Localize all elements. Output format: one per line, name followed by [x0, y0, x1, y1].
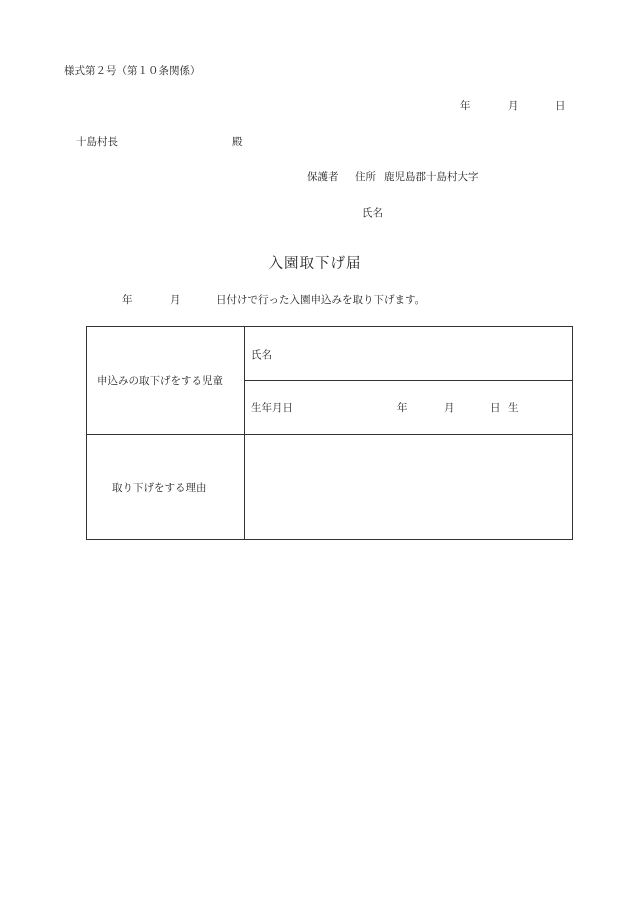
child-name-field: 氏名 — [251, 349, 272, 361]
document-title: 入園取下げ届 — [268, 256, 362, 272]
table-row-divider-reason — [87, 434, 572, 435]
addressee-name: 十島村長 — [76, 136, 118, 148]
dob-year-label: 年 — [397, 402, 408, 414]
date-year-label: 年 — [460, 100, 471, 112]
dob-suffix-label: 生 — [508, 402, 519, 414]
statement-month-label: 月 — [170, 294, 181, 306]
dob-month-label: 月 — [444, 402, 455, 414]
guardian-label: 保護者 — [307, 171, 339, 183]
table-row-divider-child — [244, 380, 572, 381]
address-value: 鹿児島郡十島村大字 — [384, 171, 479, 183]
child-dob-field: 生年月日 — [251, 402, 293, 414]
reason-section-label: 取り下げをする理由 — [112, 482, 207, 494]
dob-day-label: 日 — [490, 402, 501, 414]
form-number: 様式第２号（第１０条関係） — [64, 65, 201, 77]
date-month-label: 月 — [508, 100, 519, 112]
statement-text: 日付けで行った入園申込みを取り下げます。 — [216, 294, 426, 306]
withdrawal-form-table — [86, 326, 573, 540]
applicant-name-label: 氏名 — [362, 207, 383, 219]
date-day-label: 日 — [555, 100, 566, 112]
addressee-honorific: 殿 — [232, 136, 243, 148]
address-label: 住所 — [355, 171, 376, 183]
statement-year-label: 年 — [122, 294, 133, 306]
child-section-label: 申込みの取下げをする児童 — [97, 375, 223, 387]
table-vertical-divider — [244, 327, 245, 539]
